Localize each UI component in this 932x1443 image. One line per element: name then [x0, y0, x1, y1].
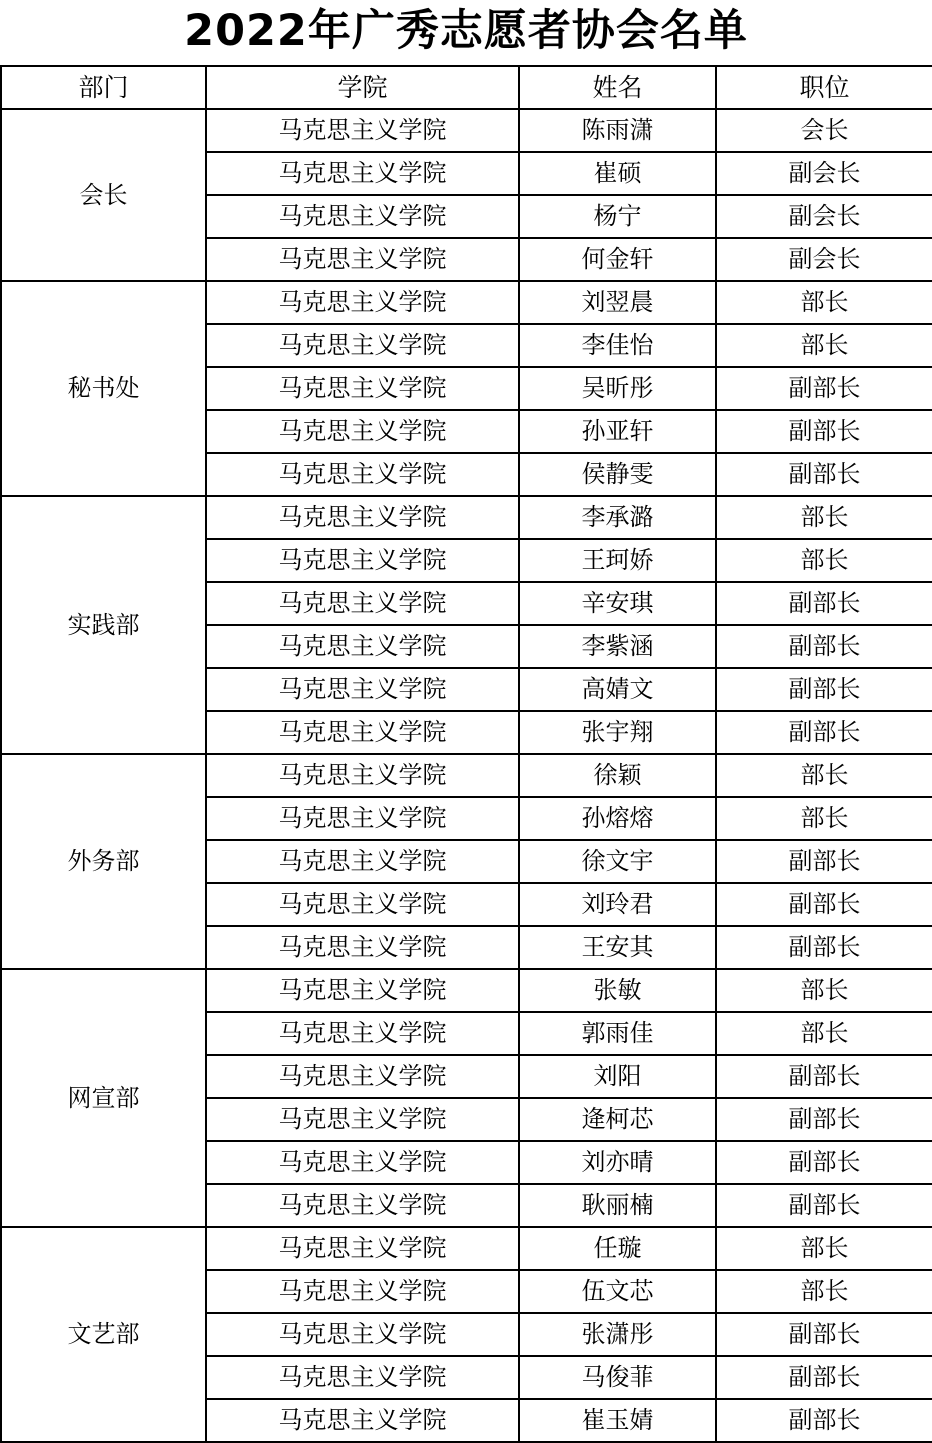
- cell-position: 副会长: [716, 152, 932, 195]
- cell-position: 副会长: [716, 238, 932, 281]
- cell-position: 副部长: [716, 1399, 932, 1442]
- cell-college: 马克思主义学院: [206, 883, 519, 926]
- cell-college: 马克思主义学院: [206, 1055, 519, 1098]
- cell-position: 部长: [716, 324, 932, 367]
- cell-college: 马克思主义学院: [206, 109, 519, 152]
- cell-name: 孙亚轩: [519, 410, 716, 453]
- cell-position: 副部长: [716, 410, 932, 453]
- cell-name: 杨宁: [519, 195, 716, 238]
- table-row: [1, 969, 932, 1012]
- cell-position: 副部长: [716, 582, 932, 625]
- cell-college: 马克思主义学院: [206, 324, 519, 367]
- cell-college: 马克思主义学院: [206, 281, 519, 324]
- table-header: [1, 66, 932, 109]
- cell-name: 刘阳: [519, 1055, 716, 1098]
- cell-position: 副部长: [716, 453, 932, 496]
- table-row: [1, 1227, 932, 1270]
- page-title: 2022年广秀志愿者协会名单: [184, 6, 748, 56]
- cell-college: 马克思主义学院: [206, 969, 519, 1012]
- cell-position: 副部长: [716, 711, 932, 754]
- cell-name: 耿丽楠: [519, 1184, 716, 1227]
- cell-college: 马克思主义学院: [206, 195, 519, 238]
- cell-name: 郭雨佳: [519, 1012, 716, 1055]
- cell-college: 马克思主义学院: [206, 238, 519, 281]
- cell-name: 王安其: [519, 926, 716, 969]
- cell-position: 副部长: [716, 625, 932, 668]
- cell-college: 马克思主义学院: [206, 926, 519, 969]
- cell-college: 马克思主义学院: [206, 797, 519, 840]
- cell-name: 逄柯芯: [519, 1098, 716, 1141]
- cell-name: 崔玉婧: [519, 1399, 716, 1442]
- cell-college: 马克思主义学院: [206, 711, 519, 754]
- cell-position: 部长: [716, 797, 932, 840]
- cell-college: 马克思主义学院: [206, 582, 519, 625]
- cell-name: 孙熔熔: [519, 797, 716, 840]
- cell-position: 副部长: [716, 1098, 932, 1141]
- cell-position: 会长: [716, 109, 932, 152]
- cell-position: 部长: [716, 1270, 932, 1313]
- cell-department: 秘书处: [1, 281, 206, 496]
- cell-position: 部长: [716, 969, 932, 1012]
- cell-college: 马克思主义学院: [206, 539, 519, 582]
- table-row: [1, 754, 932, 797]
- cell-name: 刘玲君: [519, 883, 716, 926]
- cell-position: 副会长: [716, 195, 932, 238]
- cell-position: 副部长: [716, 1141, 932, 1184]
- cell-position: 副部长: [716, 1356, 932, 1399]
- cell-college: 马克思主义学院: [206, 1098, 519, 1141]
- cell-college: 马克思主义学院: [206, 1141, 519, 1184]
- cell-name: 徐文宇: [519, 840, 716, 883]
- table-row: [1, 496, 932, 539]
- cell-name: 张宇翔: [519, 711, 716, 754]
- cell-name: 陈雨潇: [519, 109, 716, 152]
- cell-position: 部长: [716, 539, 932, 582]
- cell-name: 何金轩: [519, 238, 716, 281]
- cell-college: 马克思主义学院: [206, 754, 519, 797]
- cell-name: 刘亦晴: [519, 1141, 716, 1184]
- roster-table: [0, 65, 932, 1443]
- cell-name: 李紫涵: [519, 625, 716, 668]
- cell-position: 部长: [716, 754, 932, 797]
- cell-name: 李佳怡: [519, 324, 716, 367]
- cell-college: 马克思主义学院: [206, 1184, 519, 1227]
- cell-position: 部长: [716, 1012, 932, 1055]
- cell-college: 马克思主义学院: [206, 1313, 519, 1356]
- table-header-row: [1, 66, 932, 109]
- cell-name: 辛安琪: [519, 582, 716, 625]
- cell-position: 副部长: [716, 668, 932, 711]
- cell-name: 吴昕彤: [519, 367, 716, 410]
- cell-college: 马克思主义学院: [206, 152, 519, 195]
- cell-position: 副部长: [716, 926, 932, 969]
- cell-name: 任璇: [519, 1227, 716, 1270]
- cell-name: 张敏: [519, 969, 716, 1012]
- table-body: [1, 109, 932, 1442]
- cell-college: 马克思主义学院: [206, 1356, 519, 1399]
- column-header-position: 职位: [716, 66, 932, 109]
- table-row: [1, 109, 932, 152]
- cell-college: 马克思主义学院: [206, 1227, 519, 1270]
- cell-college: 马克思主义学院: [206, 1270, 519, 1313]
- cell-department: 文艺部: [1, 1227, 206, 1442]
- cell-name: 张潇彤: [519, 1313, 716, 1356]
- table-row: [1, 281, 932, 324]
- column-header-department: 部门: [1, 66, 206, 109]
- cell-name: 李承潞: [519, 496, 716, 539]
- cell-name: 伍文芯: [519, 1270, 716, 1313]
- cell-college: 马克思主义学院: [206, 625, 519, 668]
- cell-college: 马克思主义学院: [206, 367, 519, 410]
- cell-college: 马克思主义学院: [206, 410, 519, 453]
- cell-position: 部长: [716, 281, 932, 324]
- cell-position: 副部长: [716, 1055, 932, 1098]
- cell-department: 外务部: [1, 754, 206, 969]
- cell-department: 会长: [1, 109, 206, 281]
- cell-position: 部长: [716, 496, 932, 539]
- cell-college: 马克思主义学院: [206, 1012, 519, 1055]
- cell-name: 高婧文: [519, 668, 716, 711]
- cell-name: 侯静雯: [519, 453, 716, 496]
- cell-position: 副部长: [716, 367, 932, 410]
- cell-department: 实践部: [1, 496, 206, 754]
- cell-position: 副部长: [716, 883, 932, 926]
- cell-college: 马克思主义学院: [206, 496, 519, 539]
- column-header-college: 学院: [206, 66, 519, 109]
- cell-college: 马克思主义学院: [206, 1399, 519, 1442]
- cell-name: 马俊菲: [519, 1356, 716, 1399]
- cell-name: 徐颖: [519, 754, 716, 797]
- cell-name: 崔硕: [519, 152, 716, 195]
- cell-position: 部长: [716, 1227, 932, 1270]
- cell-college: 马克思主义学院: [206, 840, 519, 883]
- cell-position: 副部长: [716, 1184, 932, 1227]
- column-header-name: 姓名: [519, 66, 716, 109]
- cell-position: 副部长: [716, 840, 932, 883]
- cell-name: 刘翌晨: [519, 281, 716, 324]
- cell-college: 马克思主义学院: [206, 453, 519, 496]
- cell-department: 网宣部: [1, 969, 206, 1227]
- cell-college: 马克思主义学院: [206, 668, 519, 711]
- cell-name: 王珂娇: [519, 539, 716, 582]
- cell-position: 副部长: [716, 1313, 932, 1356]
